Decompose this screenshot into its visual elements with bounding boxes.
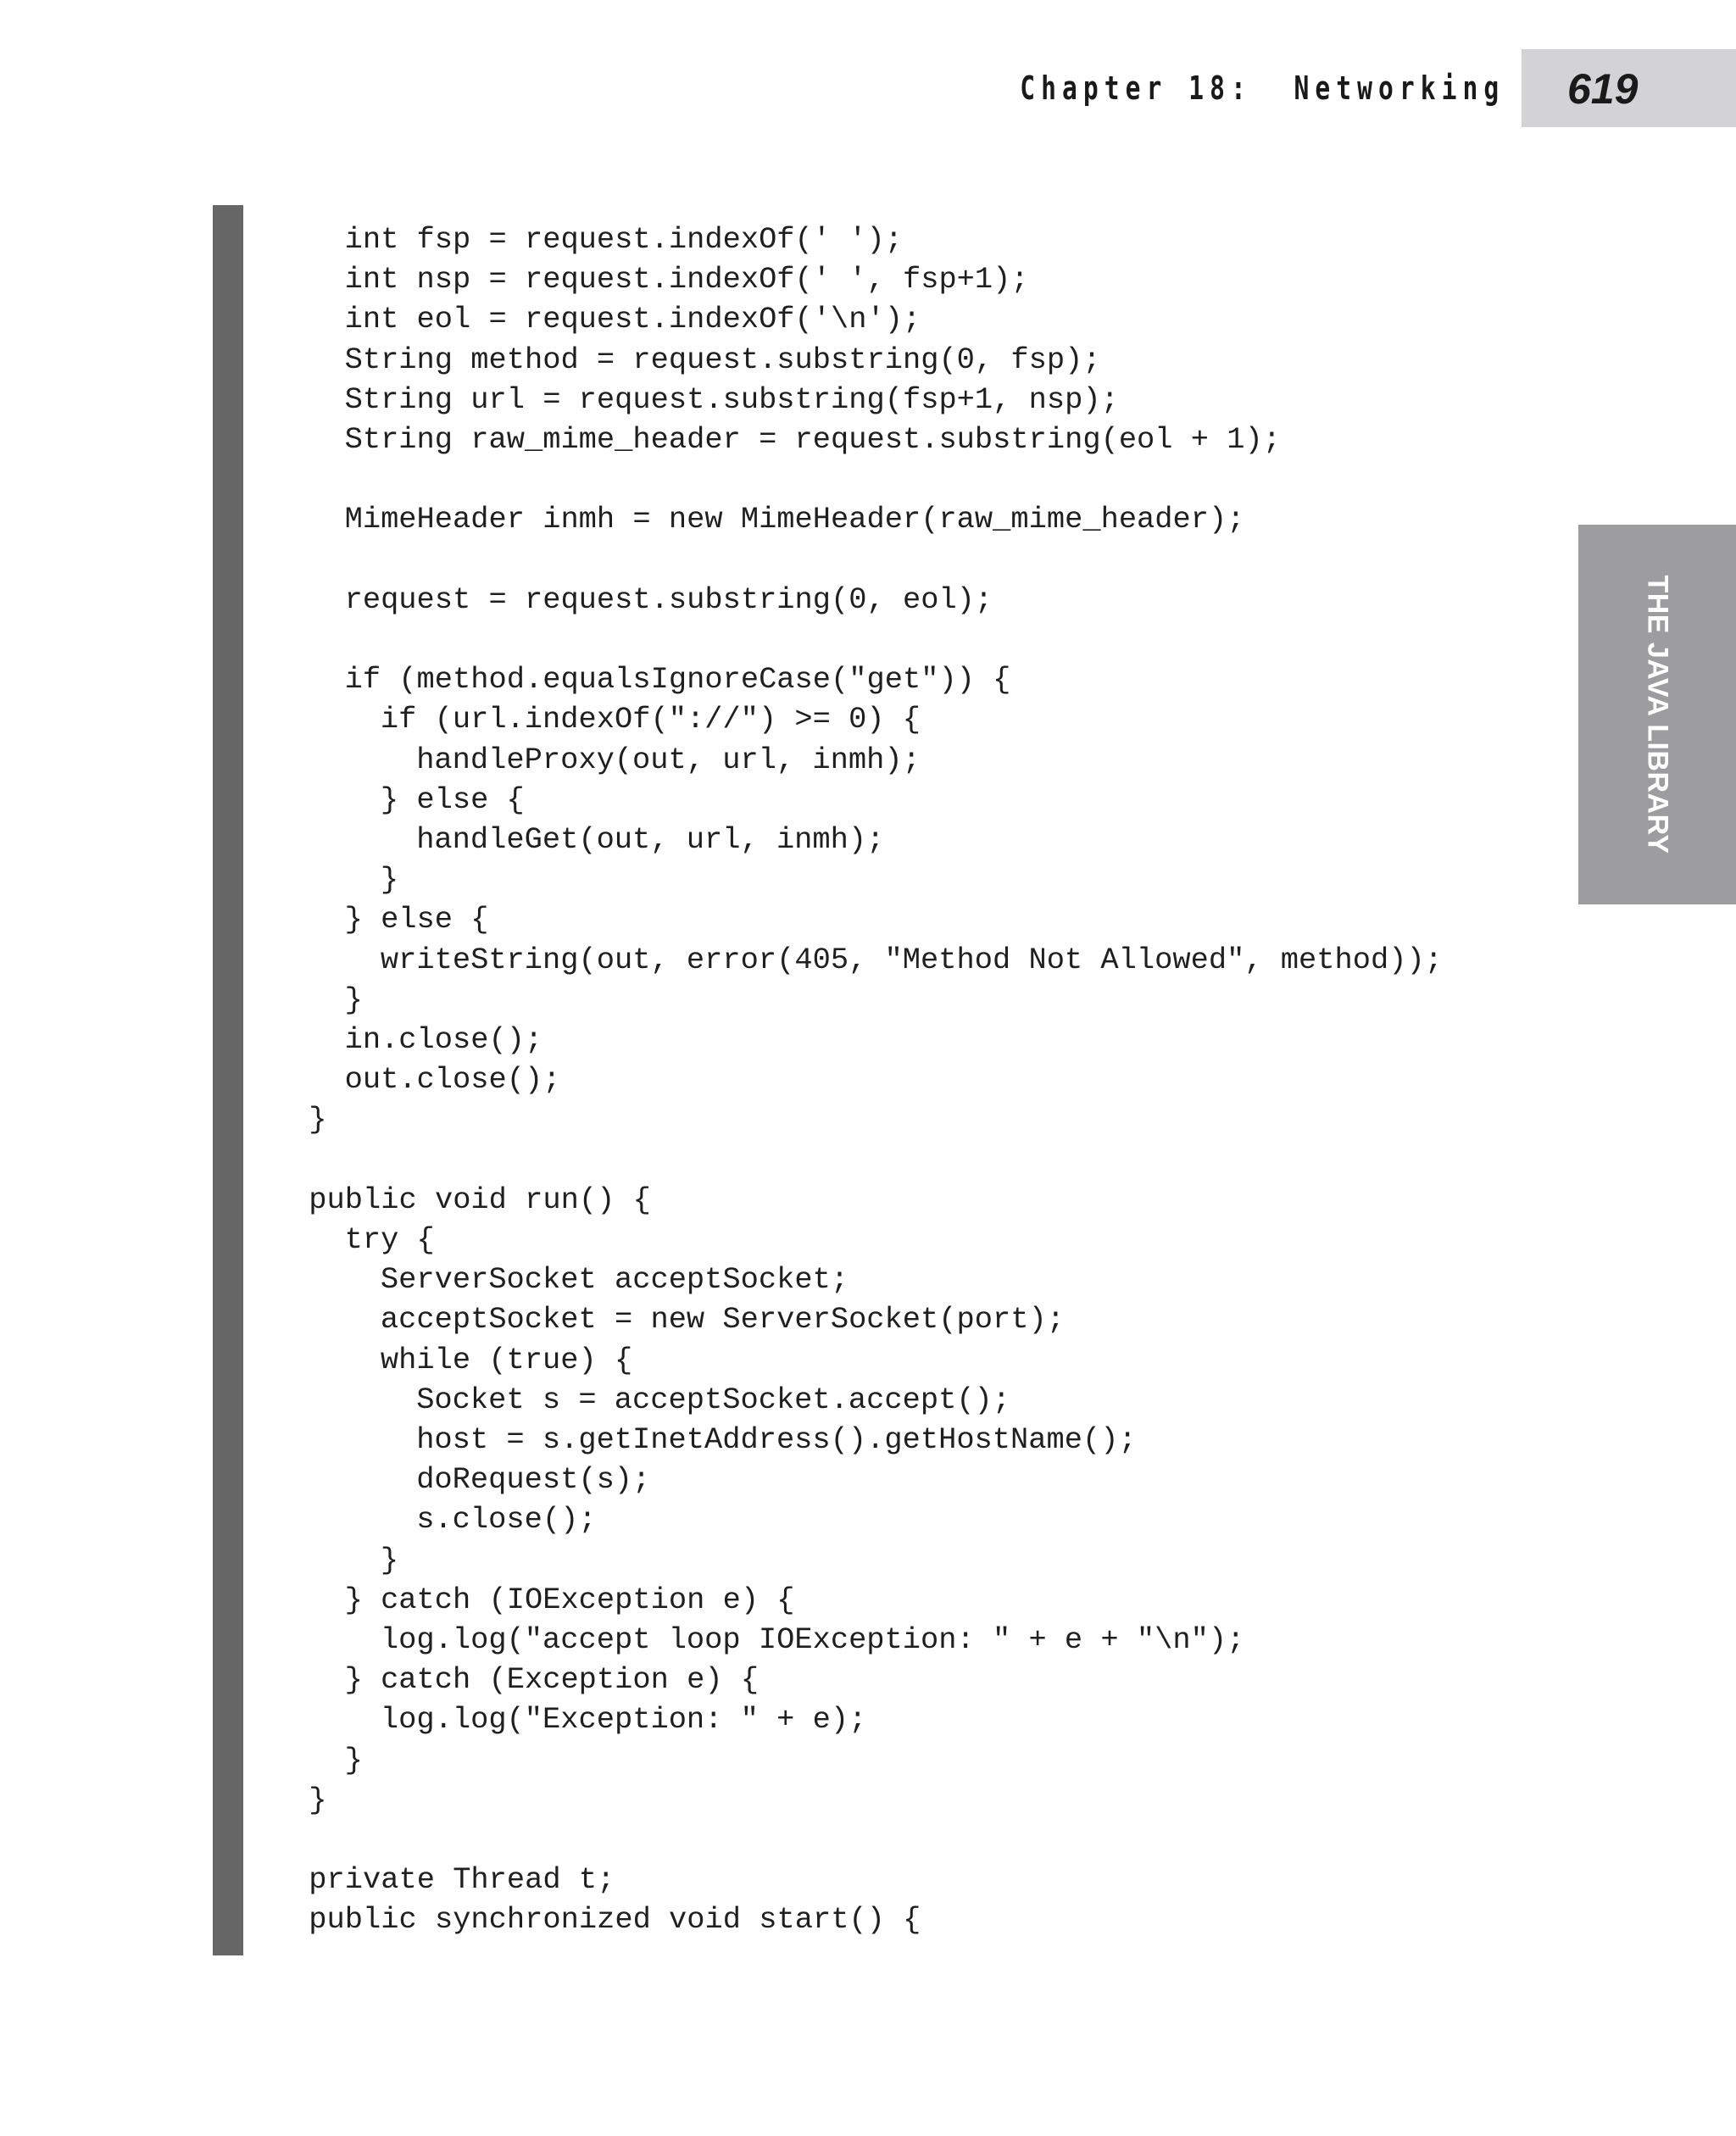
code-line: if (url.indexOf("://") >= 0) {: [380, 703, 921, 737]
code-line: } else {: [344, 903, 489, 937]
code-line: int eol = request.indexOf('\n');: [344, 303, 921, 337]
section-thumb-label: THE JAVA LIBRARY: [1641, 575, 1674, 854]
code-line: }: [380, 1543, 399, 1577]
code-line: handleGet(out, url, inmh);: [416, 823, 885, 857]
code-line: public void run() {: [309, 1182, 651, 1217]
code-line: while (true) {: [380, 1343, 633, 1377]
section-thumb-tab: [1578, 525, 1736, 904]
code-listing-bar: [213, 205, 243, 1955]
code-line: }: [380, 863, 399, 898]
page-number: 619: [1567, 65, 1639, 113]
code-line: int fsp = request.indexOf(' ');: [344, 223, 903, 257]
code-line: s.close();: [416, 1503, 597, 1538]
code-line: out.close();: [344, 1063, 561, 1098]
code-line: if (method.equalsIgnoreCase("get")) {: [344, 663, 1011, 698]
code-line: } catch (IOException e) {: [344, 1583, 795, 1617]
code-line: }: [344, 1743, 363, 1777]
code-line: }: [309, 1103, 327, 1138]
code-line: host = s.getInetAddress().getHostName();: [416, 1423, 1137, 1457]
code-line: MimeHeader inmh = new MimeHeader(raw_mime_header);: [344, 503, 1245, 537]
code-line: handleProxy(out, url, inmh);: [416, 743, 921, 777]
code-line: } catch (Exception e) {: [344, 1663, 760, 1698]
code-line: Socket s = acceptSocket.accept();: [416, 1382, 1011, 1417]
code-line: }: [309, 1783, 327, 1817]
code-line: try {: [344, 1223, 435, 1257]
code-line: String raw_mime_header = request.substring(eol + 1);: [344, 423, 1281, 457]
code-line: ServerSocket acceptSocket;: [380, 1263, 849, 1298]
code-line: } else {: [380, 782, 525, 817]
code-line: log.log("accept loop IOException: " + e + "\n");: [380, 1623, 1245, 1657]
code-line: }: [344, 982, 363, 1017]
page-number-box: [1522, 49, 1736, 127]
code-line: doRequest(s);: [416, 1463, 651, 1498]
code-line: int nsp = request.indexOf(' ', fsp+1);: [344, 263, 1029, 298]
code-line: private Thread t;: [309, 1863, 615, 1898]
code-line: in.close();: [344, 1023, 543, 1057]
chapter-title: Chapter 18: Networking: [1020, 70, 1505, 107]
code-line: String url = request.substring(fsp+1, nsp);: [344, 382, 1119, 417]
code-line: log.log("Exception: " + e);: [380, 1703, 867, 1738]
code-line: public synchronized void start() {: [309, 1903, 921, 1938]
code-line: acceptSocket = new ServerSocket(port);: [380, 1303, 1065, 1338]
code-line: writeString(out, error(405, "Method Not Allowed", method));: [380, 943, 1443, 977]
code-line: request = request.substring(0, eol);: [344, 582, 993, 617]
code-line: String method = request.substring(0, fsp);: [344, 342, 1101, 377]
